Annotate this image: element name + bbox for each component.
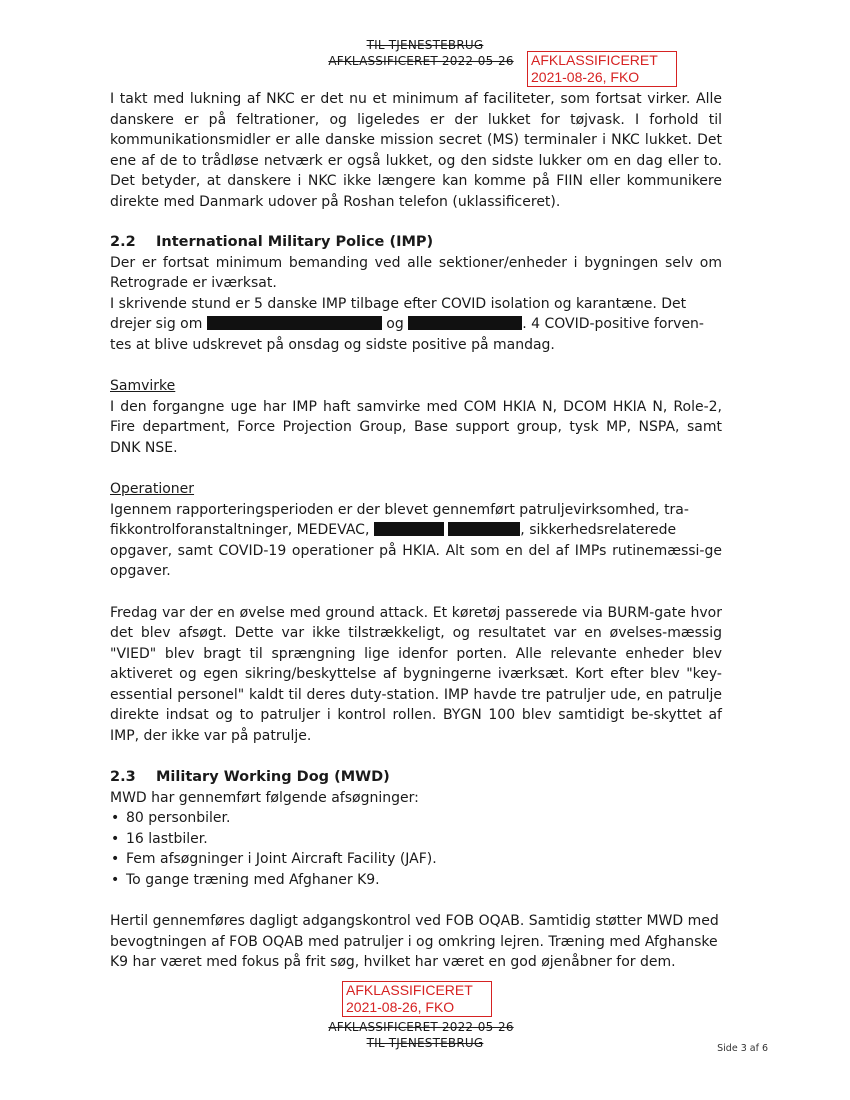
- redaction-bar: [408, 316, 522, 330]
- operationer-text-a: fikkontrolforanstaltninger, MEDEVAC,: [110, 522, 370, 538]
- header-classification: TIL TJENESTEBRUG: [366, 38, 484, 52]
- intro-paragraph: I takt med lukning af NKC er det nu et minimum af faciliteter, som fortsat virker. Alle danskere er på feltrationer, og ligeledes er der lukket for tøjvask. I forhold til kommunikationsmidler er alle danske mission secret (MS) terminaler i NKC lukket. Det ene af de to trådløse netværk er også lukket, og den sidste lukker om en dag eller to. Det betyder, at danskere i NKC ikke længere kan komme på FIIN eller kommunikere direkte med Danmark udover på Roshan telefon (uklassificeret).: [110, 91, 722, 210]
- imp-covid-line-1: I skrivende stund er 5 danske IMP tilbage efter COVID isolation og karantæne. Det: [110, 295, 687, 312]
- stamp-line-2: 2021-08-26, FKO: [531, 69, 640, 85]
- list-item: • Fem afsøgninger i Joint Aircraft Facility (JAF).: [110, 849, 722, 870]
- mwd-search-list: [110, 808, 722, 890]
- redaction-bar: [207, 316, 382, 330]
- list-item: • 80 personbiler.: [110, 808, 722, 829]
- stamp-line-1: AFKLASSIFICERET: [531, 52, 658, 68]
- section-2-2-heading: [110, 232, 722, 253]
- operationer-rest: opgaver, samt COVID-19 operationer på HKIA. Alt som en del af IMPs rutinemæssi-ge opgaver.: [110, 542, 722, 579]
- mwd-closing-paragraph: Hertil gennemføres dagligt adgangskontrol ved FOB OQAB. Samtidig støtter MWD med bevogtningen af FOB OQAB med patruljer i og omkring lejren. Træning med Afghanske K9 har været med fokus på frit søg, hvilket har været en god øjenåbner for dem.: [110, 913, 719, 970]
- section-title: International Military Police (IMP): [156, 234, 434, 250]
- footer-declassification: AFKLASSIFICERET 2022-05-26: [328, 1020, 514, 1034]
- section-number: 2.2: [110, 234, 136, 250]
- operationer-line-1: Igennem rapporteringsperioden er der blevet gennemført patruljevirksomhed, tra-: [110, 501, 689, 518]
- list-item: • 16 lastbiler.: [110, 829, 722, 850]
- header-declassification: AFKLASSIFICERET 2022-05-26: [328, 54, 514, 68]
- imp-covid-text-a: drejer sig om: [110, 316, 203, 332]
- exercise-paragraph: Fredag var der en øvelse med ground attack. Et køretøj passerede via BURM-gate hvor det blev afsøgt. Dette var ikke tilstrækkeligt, og resultatet var en øvelses-mæssig "VIED" blev bragt til sprængning lige idenfor porten. Alle relevante enheder blev aktiveret og egen sikring/beskyttelse af bygningerne iværksæt. Kort efter blev "key-essential personel" kaldt til deres duty-station. IMP havde tre patruljer ude, en patrulje direkte indsat og to patruljer i kontrol rollen. BYGN 100 blev samtidigt be-skyttet af IMP, der ikke var på patrulje.: [110, 604, 722, 744]
- list-item: • To gange træning med Afghaner K9.: [110, 870, 722, 891]
- operationer-text-b: , sikkerhedsrelaterede: [520, 522, 677, 538]
- samvirke-paragraph: I den forgangne uge har IMP haft samvirke med COM HKIA N, DCOM HKIA N, Role-2, Fire department, Force Projection Group, Base support group, tysk MP, NSPA, samt DNK NSE.: [110, 398, 722, 456]
- footer-classification: TIL TJENESTEBRUG: [366, 1036, 484, 1050]
- section-number: 2.3: [110, 769, 136, 785]
- imp-covid-line-3: tes at blive udskrevet på onsdag og sidste positive på mandag.: [110, 336, 555, 353]
- section-2-3-heading: [110, 767, 722, 788]
- redaction-bar: [448, 522, 520, 536]
- mwd-intro: MWD har gennemført følgende afsøgninger:: [110, 789, 419, 806]
- page-number: Side 3 af 6: [717, 1043, 768, 1054]
- imp-staffing-paragraph: Der er fortsat minimum bemanding ved alle sektioner/enheder i bygningen selv om Retrograde er iværksat.: [110, 254, 722, 291]
- imp-covid-line-2: [110, 314, 722, 335]
- operationer-heading: Operationer: [110, 481, 195, 497]
- imp-covid-text-c: . 4 COVID-positive forven-: [522, 316, 704, 332]
- redaction-bar: [374, 522, 444, 536]
- document-body: [110, 89, 722, 973]
- imp-covid-text-b: og: [386, 316, 404, 332]
- section-title: Military Working Dog (MWD): [156, 769, 390, 785]
- stamp-line-2: 2021-08-26, FKO: [346, 999, 455, 1015]
- footer-declass-stamp: [342, 981, 492, 1017]
- samvirke-heading: Samvirke: [110, 378, 176, 394]
- operationer-line-2: [110, 520, 722, 541]
- stamp-line-1: AFKLASSIFICERET: [346, 982, 473, 998]
- header-declass-stamp: [527, 51, 677, 87]
